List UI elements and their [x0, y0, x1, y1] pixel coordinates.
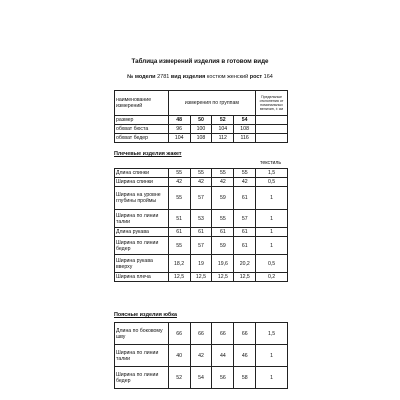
body-cell: 104	[168, 134, 190, 143]
header-row	[115, 91, 288, 116]
skirt-cell: 66	[190, 323, 212, 345]
skirt-cell: 46	[234, 345, 256, 367]
skirt-cell: 66	[168, 323, 190, 345]
jacket-row	[115, 210, 288, 228]
jacket-cell: 61	[212, 228, 234, 237]
body-cell: 104	[212, 125, 234, 134]
jacket-row	[115, 169, 288, 178]
jacket-cell: 61	[234, 187, 256, 210]
skirt-label: Ширина по линии бедер	[115, 367, 169, 389]
empty-cell	[256, 125, 288, 134]
body-cell: 100	[190, 125, 212, 134]
skirt-cell: 66	[212, 323, 234, 345]
tolerance-cell: 0,2	[256, 273, 288, 282]
jacket-label: Ширина по линии бедер	[115, 237, 169, 255]
jacket-cell: 19,6	[212, 255, 234, 273]
jacket-cell: 57	[234, 210, 256, 228]
size-cell: 52	[212, 116, 234, 125]
jacket-cell: 51	[168, 210, 190, 228]
tolerance-note: текстиль	[260, 160, 282, 166]
jacket-cell: 12,5	[212, 273, 234, 282]
header-tolerance-cell: Предельные отклонения от номинальных величин, ± см	[256, 91, 288, 116]
header-name-cell: наименование измерений	[115, 91, 169, 116]
tolerance-cell: 0,5	[256, 178, 288, 187]
tolerance-cell: 1	[256, 228, 288, 237]
tolerance-cell: 1	[256, 210, 288, 228]
body-label: обхват бедер	[115, 134, 169, 143]
skirt-cell: 66	[234, 323, 256, 345]
jacket-label: Ширина рукава вверху	[115, 255, 169, 273]
sizes-table	[114, 90, 288, 143]
skirt-cell: 58	[234, 367, 256, 389]
jacket-cell: 55	[190, 169, 212, 178]
tolerance-cell: 1	[256, 237, 288, 255]
measurement-sheet	[112, 50, 288, 400]
skirt-cell: 44	[212, 345, 234, 367]
empty-cell	[256, 134, 288, 143]
skirt-row	[115, 323, 288, 345]
jacket-cell: 61	[190, 228, 212, 237]
jacket-label: Ширина плеча	[115, 273, 169, 282]
jacket-cell: 59	[212, 187, 234, 210]
jacket-cell: 42	[190, 178, 212, 187]
jacket-row	[115, 237, 288, 255]
jacket-cell: 20,2	[234, 255, 256, 273]
jacket-label: Ширина на уровне глубины проймы	[115, 187, 169, 210]
body-row	[115, 134, 288, 143]
jacket-cell: 57	[190, 237, 212, 255]
jacket-label: Длина рукава	[115, 228, 169, 237]
kind-value: костюм женский	[206, 74, 249, 80]
tolerance-cell: 1	[256, 187, 288, 210]
jacket-cell: 53	[190, 210, 212, 228]
skirt-cell: 56	[212, 367, 234, 389]
skirt-table	[114, 322, 288, 389]
jacket-cell: 42	[212, 178, 234, 187]
skirt-label: Длина по боковому шву	[115, 323, 169, 345]
jacket-cell: 19	[190, 255, 212, 273]
skirt-row	[115, 345, 288, 367]
jacket-cell: 61	[168, 228, 190, 237]
jacket-row	[115, 255, 288, 273]
skirt-cell: 52	[168, 367, 190, 389]
kind-label: вид изделия	[170, 74, 206, 80]
jacket-row	[115, 273, 288, 282]
sheet-title: Таблица измерений изделия в готовом виде	[131, 58, 269, 65]
body-cell: 96	[168, 125, 190, 134]
body-row	[115, 125, 288, 134]
tolerance-cell: 1	[256, 345, 288, 367]
height-value: 164	[263, 74, 273, 80]
skirt-section-title: Поясные изделия юбка	[114, 312, 177, 318]
header-groups-cell: измерения по группам	[168, 91, 255, 116]
tolerance-cell: 1	[256, 367, 288, 389]
tolerance-cell: 1,5	[256, 323, 288, 345]
jacket-cell: 42	[168, 178, 190, 187]
skirt-row	[115, 367, 288, 389]
jacket-label: Ширина по линии талии	[115, 210, 169, 228]
empty-cell	[256, 116, 288, 125]
jacket-cell: 55	[234, 169, 256, 178]
jacket-cell: 55	[212, 169, 234, 178]
jacket-cell: 12,5	[190, 273, 212, 282]
jacket-cell: 55	[212, 210, 234, 228]
jacket-cell: 61	[234, 237, 256, 255]
jacket-cell: 12,5	[234, 273, 256, 282]
tolerance-cell: 1,5	[256, 169, 288, 178]
jacket-cell: 55	[168, 169, 190, 178]
jacket-cell: 42	[234, 178, 256, 187]
jacket-cell: 55	[168, 187, 190, 210]
jacket-label: Длина спинки	[115, 169, 169, 178]
jacket-cell: 57	[190, 187, 212, 210]
jacket-row	[115, 187, 288, 210]
body-cell: 112	[212, 134, 234, 143]
tolerance-cell: 0,5	[256, 255, 288, 273]
jacket-table	[114, 168, 288, 282]
jacket-row	[115, 178, 288, 187]
body-label: обхват бюста	[115, 125, 169, 134]
model-value: 2781	[157, 74, 170, 80]
jacket-row	[115, 228, 288, 237]
jacket-cell: 59	[212, 237, 234, 255]
body-cell: 116	[234, 134, 256, 143]
skirt-cell: 54	[190, 367, 212, 389]
skirt-cell: 42	[190, 345, 212, 367]
model-line	[112, 74, 288, 80]
jacket-section-title: Плечевые изделия жакет	[114, 151, 182, 157]
size-cell: 54	[234, 116, 256, 125]
jacket-label: Ширина спинки	[115, 178, 169, 187]
skirt-label: Ширина по линии талии	[115, 345, 169, 367]
body-cell: 108	[234, 125, 256, 134]
body-cell: 108	[190, 134, 212, 143]
sizes-label: размер	[115, 116, 169, 125]
jacket-cell: 61	[234, 228, 256, 237]
size-cell: 48	[168, 116, 190, 125]
height-label: рост	[249, 74, 263, 80]
sizes-row	[115, 116, 288, 125]
size-cell: 50	[190, 116, 212, 125]
skirt-cell: 40	[168, 345, 190, 367]
jacket-cell: 12,5	[168, 273, 190, 282]
model-label: № модели	[127, 74, 156, 80]
jacket-cell: 55	[168, 237, 190, 255]
jacket-cell: 18,2	[168, 255, 190, 273]
